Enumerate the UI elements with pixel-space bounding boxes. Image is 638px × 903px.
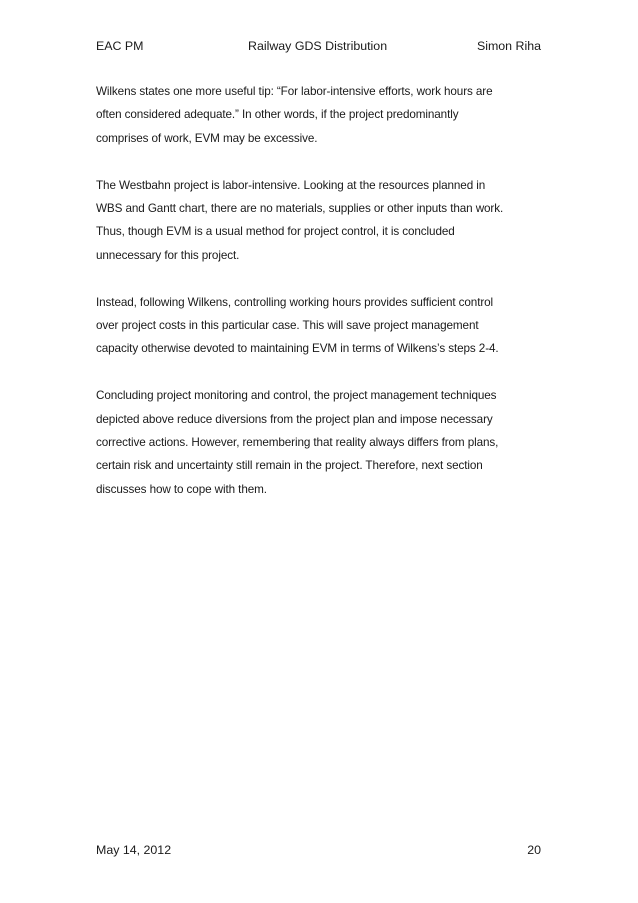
document-body [96, 80, 544, 525]
paragraph: Wilkens states one more useful tip: “For labor-intensive efforts, work hours are often considered adequate.” In other words, if the project predominantly comprises of work, EVM may be excessive. [96, 85, 493, 145]
header-course: EAC PM [96, 39, 144, 53]
page-number: 20 [527, 843, 541, 857]
page-footer [96, 842, 541, 858]
paragraph: The Westbahn project is labor-intensive. Looking at the resources planned in WBS and Gantt chart, there are no materials, supplies or other inputs than work. Thus, though EVM is a usual method for project control, it is concluded unnecessary for this project. [96, 178, 504, 262]
paragraph: Instead, following Wilkens, controlling working hours provides sufficient control over project costs in this particular case. This will save project management capacity otherwise devoted to maintaining EVM in terms of Wilkens’s steps 2-4. [96, 295, 499, 356]
page-header [96, 38, 541, 54]
paragraph: Concluding project monitoring and control, the project management techniques depicted above reduce diversions from the project plan and impose necessary corrective actions. However, remembering that reality always differs from plans, certain risk and uncertainty still remain in the project. Therefore, next section discusses how to cope with them. [96, 389, 499, 496]
header-author: Simon Riha [476, 39, 541, 53]
header-title: Railway GDS Distribution [248, 39, 388, 53]
footer-date: May 14, 2012 [96, 843, 172, 857]
